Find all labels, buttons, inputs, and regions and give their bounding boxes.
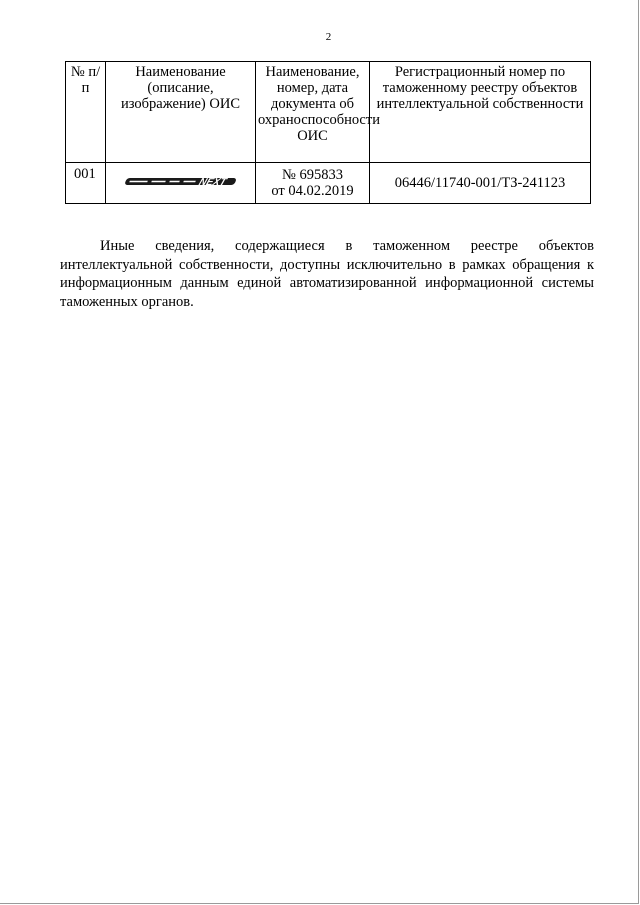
document-number: № 695833 [282, 167, 343, 183]
header-number: № п/п [66, 62, 106, 163]
header-reg-number: Регистрационный номер по таможенному реестру объектов интеллектуальной собственности [370, 62, 591, 163]
row-number: 001 [66, 163, 106, 204]
document-date: от 04.02.2019 [271, 183, 354, 199]
info-paragraph: Иные сведения, содержащиеся в таможенном реестре объектов интеллектуальной собственности, доступны исключительно в рамках обращения к информационным данным единой автоматизированной информационной системы таможенных органов. [60, 238, 594, 310]
register-table [65, 61, 591, 204]
table-row [66, 163, 591, 204]
page-number: 2 [325, 31, 332, 43]
header-document: Наименование, номер, дата документа об охраноспособности ОИС [256, 62, 370, 163]
trademark-image-cell [106, 163, 256, 204]
document-cell [256, 163, 370, 204]
header-name: Наименование (описание, изображение) ОИС [106, 62, 256, 163]
table-header-row [66, 62, 591, 163]
registration-number: 06446/11740-001/ТЗ-241123 [370, 163, 591, 204]
trademark-logo [115, 172, 247, 190]
svg-text:NEXT: NEXT [196, 177, 228, 188]
